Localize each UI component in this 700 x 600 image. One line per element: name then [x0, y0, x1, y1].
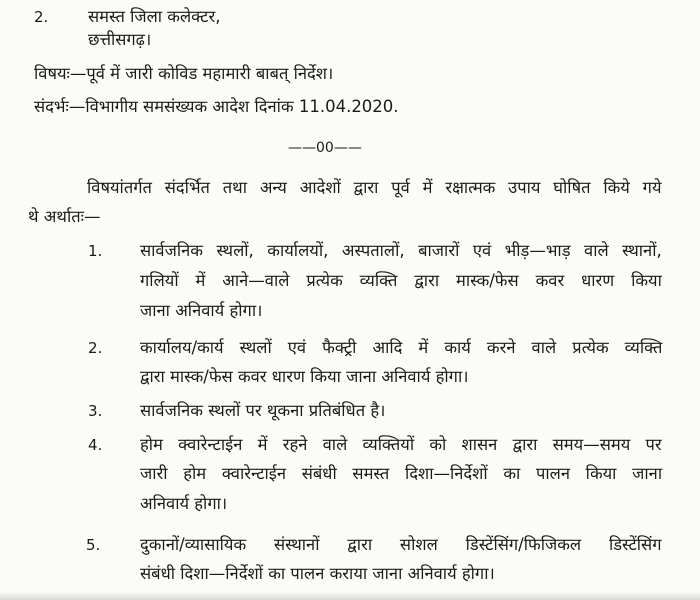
- list-item-line: सार्वजनिक स्थलों, कार्यालयों, अस्पतालों, बाजारों एवं भीड़—भाड़ वाले स्थानों,: [140, 241, 662, 260]
- list-item-number: 5.: [86, 536, 101, 554]
- list-item-number: 1.: [88, 242, 103, 260]
- list-item-line: संबंधी दिशा—निर्देशों का पालन कराया जाना अनिवार्य होगा।: [140, 564, 495, 583]
- addressee-number: 2.: [34, 8, 49, 26]
- list-item-line: गलियों में आने—वाले प्रत्येक व्यक्ति द्वारा मास्क/फेस कवर धारण किया: [140, 271, 662, 290]
- addressee-line-1: समस्त जिला कलेक्टर,: [88, 7, 221, 26]
- list-item-number: 3.: [88, 402, 103, 420]
- reference-line: संदर्भः—विभागीय समसंख्यक आदेश दिनांक 11.04.2020.: [34, 97, 399, 116]
- list-item-line: दुकानों/व्यासायिक संस्थानों द्वारा सोशल डिस्टेंसिंग/फिजिकल डिस्टेंसिंग: [140, 535, 662, 554]
- list-item-number: 4.: [88, 436, 103, 454]
- intro-line-1: विषयांतर्गत संदर्भित तथा अन्य आदेशों द्वारा पूर्व में रक्षात्मक उपाय घोषित किये गये: [87, 178, 662, 197]
- page-bottom-edge: [0, 592, 700, 600]
- list-item-number: 2.: [88, 339, 103, 357]
- list-item-line: होम क्वारेन्टाईन में रहने वाले व्यक्तियों को शासन द्वारा समय—समय पर: [140, 435, 662, 454]
- subject-line: विषयः—पूर्व में जारी कोविड महामारी बाबत् निर्देश।: [34, 64, 334, 83]
- list-item-line: सार्वजनिक स्थलों पर थूकना प्रतिबंधित है।: [140, 401, 386, 420]
- addressee-line-2: छत्तीसगढ़।: [88, 30, 152, 49]
- list-item-line: जारी होम क्वारेन्टाईन संबंधी समस्त दिशा—निर्देशों का पालन किया जाना: [140, 464, 663, 483]
- intro-line-2: थे अर्थातः—: [28, 207, 101, 226]
- list-item-line: अनिवार्य होगा।: [140, 494, 228, 513]
- list-item-line: द्वारा मास्क/फेस कवर धारण किया जाना अनिवार्य होगा।: [140, 367, 469, 386]
- list-item-line: जाना अनिवार्य होगा।: [140, 301, 263, 320]
- separator: ——00——: [288, 140, 362, 156]
- list-item-line: कार्यालय/कार्य स्थलों एवं फैक्ट्री आदि में कार्य करने वाले प्रत्येक व्यक्ति: [140, 338, 663, 357]
